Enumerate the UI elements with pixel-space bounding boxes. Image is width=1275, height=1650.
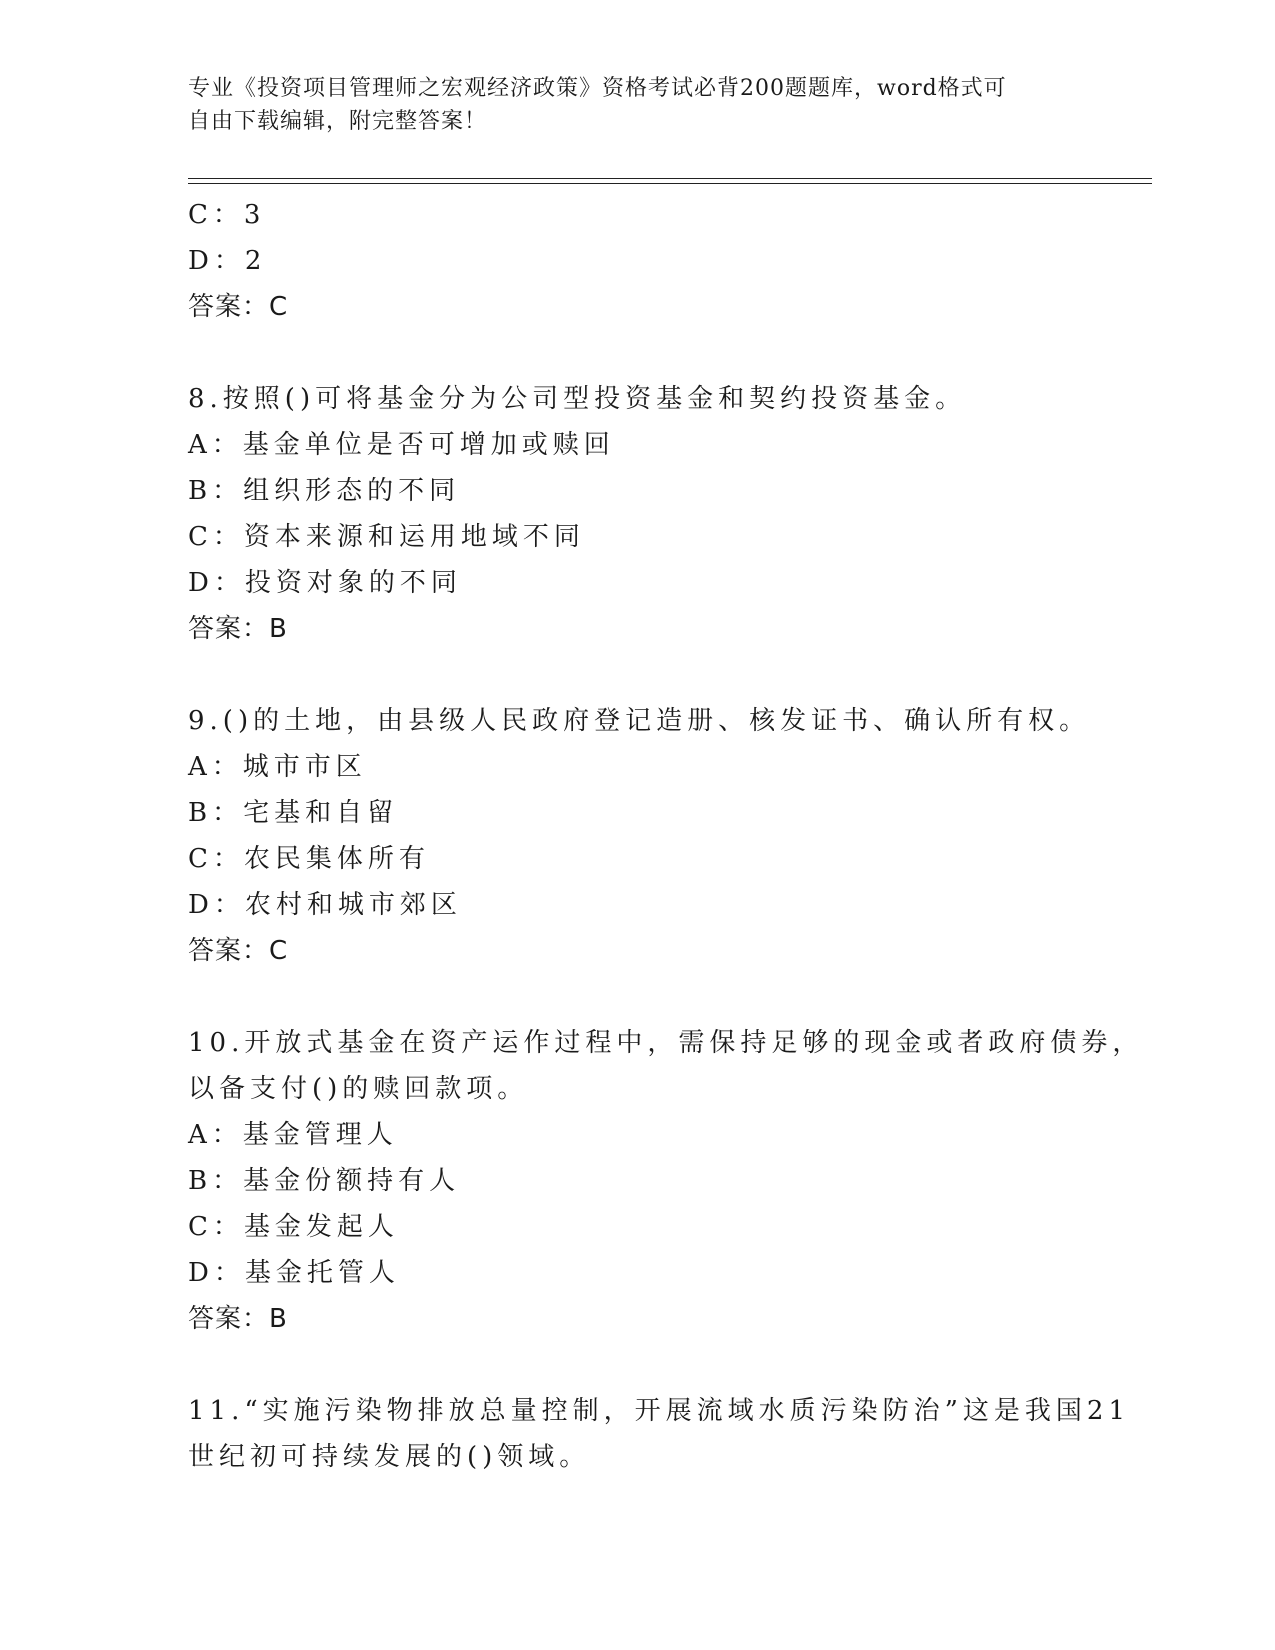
question-content [188,192,1144,1480]
question-8 [188,376,1088,652]
question-text-line-1: 10.开放式基金在资产运作过程中，需保持足够的现金或者政府债券， [188,1028,1144,1058]
option-c: C：农民集体所有 [188,844,430,874]
spacer [188,330,1088,376]
question-10 [188,1020,1144,1342]
option-a: A：基金单位是否可增加或赎回 [188,430,615,460]
question-text: 8.按照()可将基金分为公司型投资基金和契约投资基金。 [188,384,967,414]
question-text: 9.()的土地，由县级人民政府登记造册、核发证书、确认所有权。 [188,706,1091,736]
option-d: D：2 [188,246,267,276]
answer-line: 答案：B [188,1304,288,1334]
header-line-1: 专业《投资项目管理师之宏观经济政策》资格考试必背200题题库，word格式可 [188,76,1007,101]
header-line-2: 自由下载编辑，附完整答案！ [188,109,488,134]
option-a: A：城市市区 [188,752,367,782]
spacer [188,1342,1088,1388]
option-c: C：基金发起人 [188,1212,399,1242]
header-rule-top [188,178,1152,179]
question-11 [188,1388,1131,1480]
answer-line: 答案：B [188,614,288,644]
option-b: B：宅基和自留 [188,798,399,828]
option-d: D：投资对象的不同 [188,568,462,598]
header-rule-bottom [188,183,1152,184]
option-b: B：基金份额持有人 [188,1166,461,1196]
document-header [188,72,1068,138]
option-c: C：资本来源和运用地域不同 [188,522,585,552]
previous-question-tail [188,192,1088,330]
question-9 [188,698,1091,974]
option-b: B：组织形态的不同 [188,476,461,506]
option-a: A：基金管理人 [188,1120,398,1150]
answer-line: 答案：C [188,292,289,322]
spacer [188,974,1088,1020]
spacer [188,652,1088,698]
option-d: D：基金托管人 [188,1258,400,1288]
question-text-line-2: 以备支付()的赎回款项。 [188,1074,529,1104]
answer-line: 答案：C [188,936,289,966]
option-d: D：农村和城市郊区 [188,890,462,920]
option-c: C：3 [188,200,266,230]
question-text-line-1: 11.“实施污染物排放总量控制，开展流域水质污染防治”这是我国21 [188,1396,1131,1426]
question-text-line-2: 世纪初可持续发展的()领域。 [188,1442,591,1472]
